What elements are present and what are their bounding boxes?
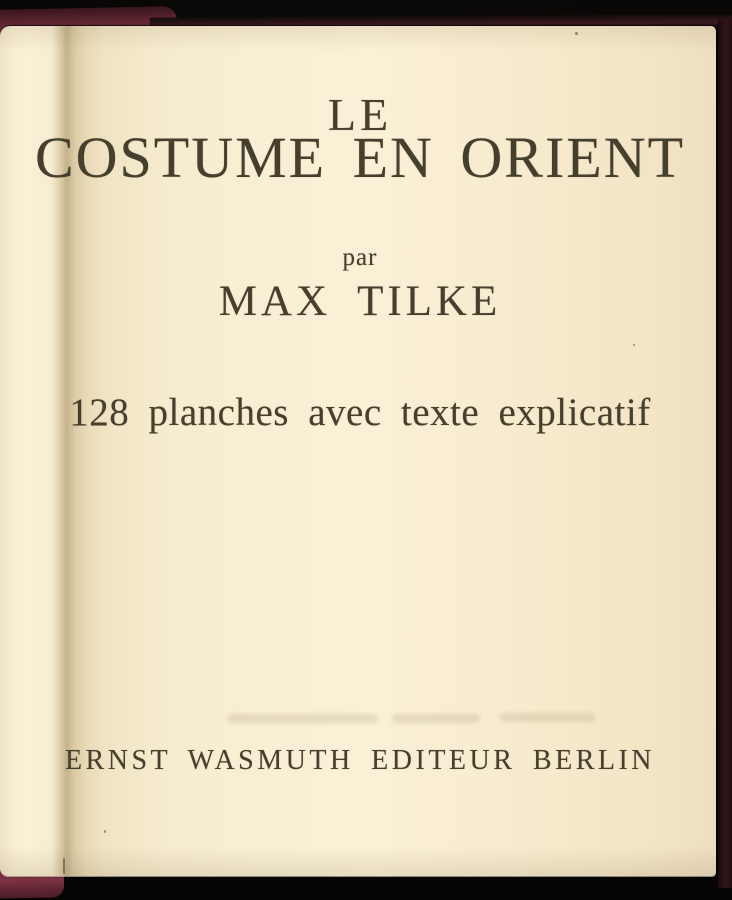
gutter-crease-mark bbox=[63, 858, 65, 874]
publisher-imprint: ERNST WASMUTH EDITEUR BERLIN bbox=[64, 745, 656, 776]
bleed-through-mark bbox=[228, 714, 378, 723]
dust-speck bbox=[633, 344, 635, 346]
book-title-article: LE bbox=[327, 89, 393, 140]
author-name: MAX TILKE bbox=[218, 278, 502, 325]
book-title: COSTUME EN ORIENT bbox=[34, 125, 686, 190]
book-cover-right-edge bbox=[718, 18, 732, 888]
dust-speck bbox=[104, 830, 106, 833]
edition-note: 128 planches avec texte explicatif bbox=[69, 391, 651, 434]
dust-speck bbox=[575, 32, 578, 35]
bleed-through-mark bbox=[500, 713, 595, 722]
title-page bbox=[0, 26, 716, 876]
bleed-through-mark bbox=[392, 714, 480, 723]
byline-prefix: par bbox=[342, 244, 378, 271]
